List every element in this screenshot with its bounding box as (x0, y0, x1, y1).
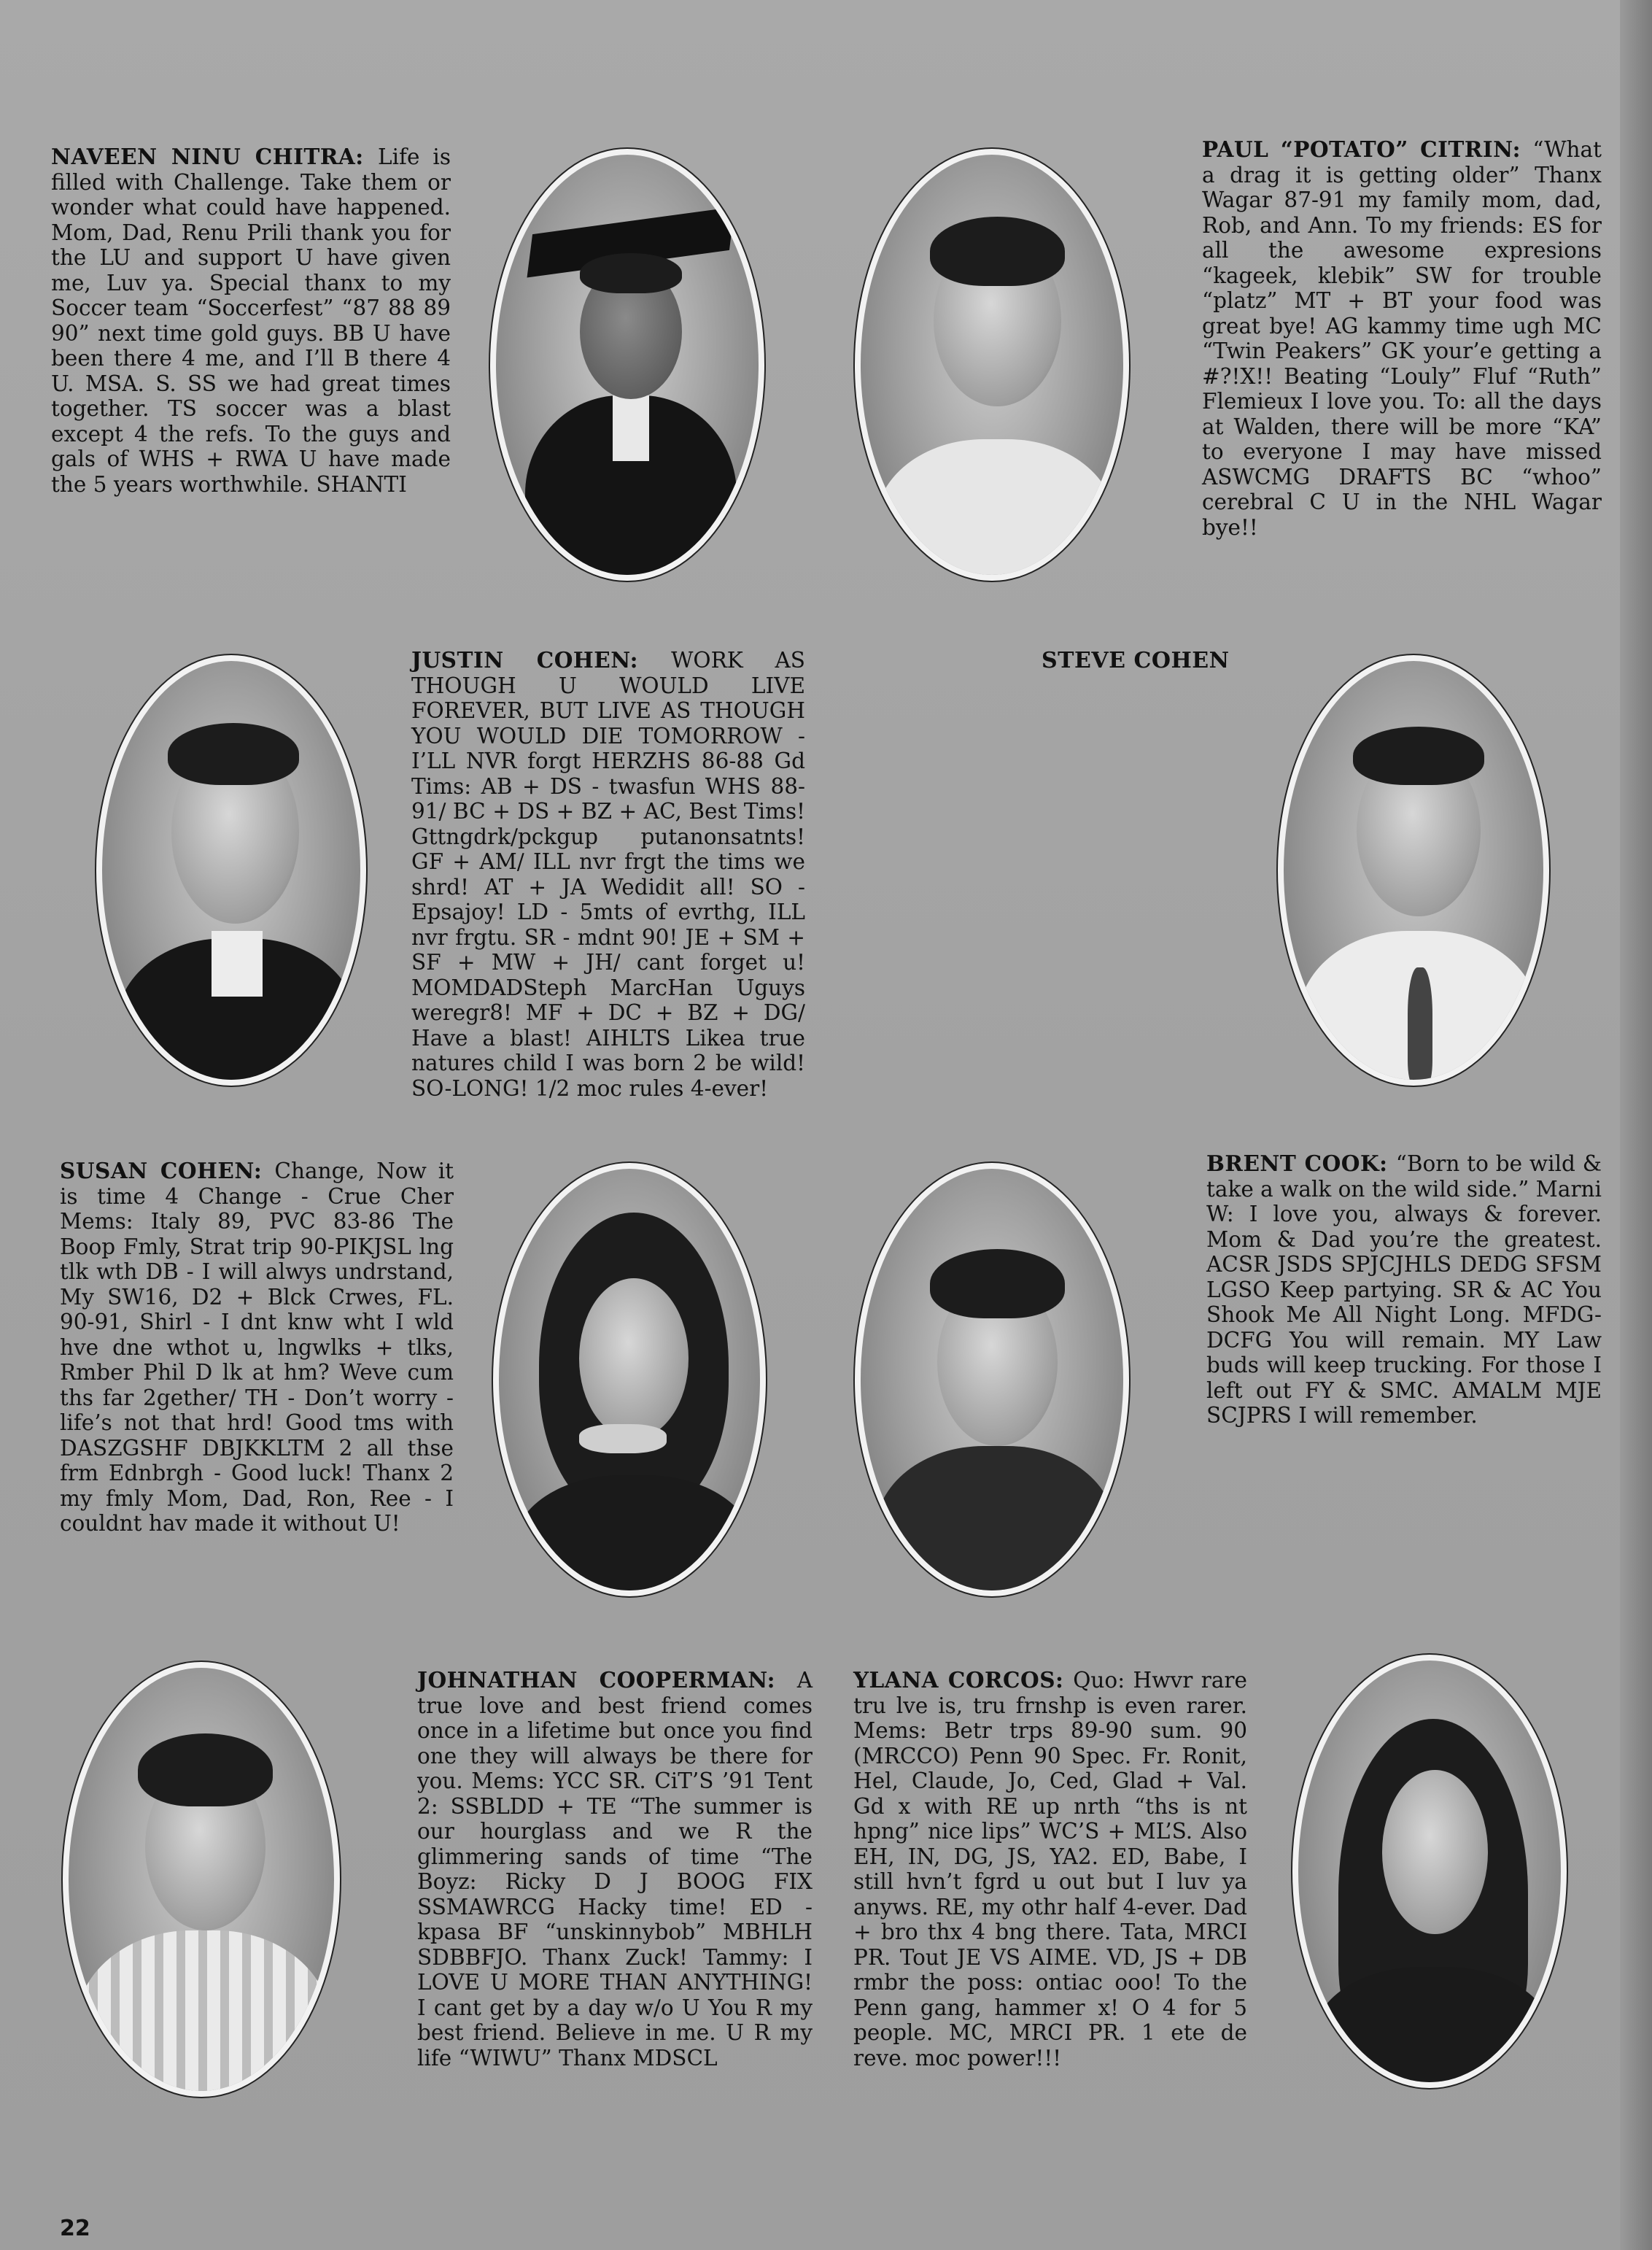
portrait-corcos (1292, 1655, 1567, 2088)
student-name-cook: BRENT COOK: (1206, 1151, 1396, 1176)
student-name-j-cohen: JUSTIN COHEN: (411, 647, 672, 673)
student-name-susan: SUSAN COHEN: (60, 1158, 275, 1183)
page-number: 22 (60, 2216, 90, 2241)
student-name-chitra: NAVEEN NINU CHITRA: (51, 144, 379, 169)
bio-citrin (1202, 137, 1602, 540)
student-text-corcos: Quo: Hwvr rare tru lve is, tru frnshp is even rarer. Mems: Betr trps 89-90 sum. 90 (MRCCO) Penn 90 Spec. Fr. Ronit, Hel, Claude, Jo, Ced, Glad + Val. Gd x with RE up nrth “ths is nt hpng” nice lips” WC’S + ML’S. Also EH, IN, DG, JS, YA2. ED, Babe, I still hvn’t fgrd u out but I luv ya anyws. RE, my othr half 4-ever. Dad + bro thx 4 bng there. Tata, MRCI PR. Tout JE VS AIME. VD, JS + DB rmbr the poss: ontiac ooo! To the Penn gang, hammer x! O 4 for 5 people. MC, MRCI PR. 1 ete de reve. moc power!!! (853, 1668, 1247, 2071)
student-text-j-cohen: WORK AS THOUGH U WOULD LIVE FOREVER, BUT LIVE AS THOUGH YOU WOULD DIE TOMORROW -I’LL NVR forgt HERZHS 86-88 Gd Tims: AB + DS - twasfun WHS 88-91/ BC + DS + BZ + AC, Best Tims! Gttngdrk/pckgup putanonsatnts! GF + AM/ ILL nvr frgt the tims we shrd! AT + JA Wedidit all! SO - Epsajoy! LD - 5mts of evrthg, ILL nvr frgtu. SR - mdnt 90! JE + SM + SF + MW + JH/ cant forget u! MOMDADSteph MarcHan Uguys weregr8! MF + DC + BZ + DG/ Have a blast! AIHLTS Likea true natures child I was born 2 be wild! SO-LONG! 1/2 moc rules 4-ever! (411, 648, 805, 1101)
student-text-susan: Change, Now it is time 4 Change - Crue Cher Mems: Italy 89, PVC 83-86 The Boop Fmly, Strat trip 90-PIKJSL lng tlk wth DB - I will alwys undrstand, My SW16, D2 + Blck Crwes, FL. 90-91, Shirl - I dnt knw wht I wld hve dne wthot u, lngwlks + tlks, Rmber Phil D lk at hm? Weve cum ths far 2gether/ TH - Don’t worry - life’s not that hrd! Good tms with DASZGSHF DBJKKLTM 2 all thse frm Ednbrgh - Good luck! Thanx 2 my fmly Mom, Dad, Ron, Ree - I couldnt hav made it without U! (60, 1159, 454, 1536)
bio-corcos (853, 1668, 1247, 2071)
bio-cooperman (417, 1668, 813, 2071)
page-edge-shadow (1620, 0, 1652, 2250)
bio-chitra (51, 144, 451, 497)
portrait-susan (493, 1163, 766, 1596)
student-text-chitra: Life is filled with Challenge. Take them or wonder what could have happened. Mom, Dad, Renu Prili thank you for the LU and support U have given me, Luv ya. Special thanx to my Soccer team “Soccerfest” “87 88 89 90” next time gold guys. BB U have been there 4 me, and I’ll B there 4 U. MSA. S. SS we had great times together. TS soccer was a blast except 4 the refs. To the guys and gals of WHS + RWA U have made the 5 years worthwhile. SHANTI (51, 144, 451, 497)
student-text-cooperman: A true love and best friend comes once in a lifetime but once you find one they will always be there for you. Mems: YCC SR. CiT’S ’91 Tent 2: SSBLDD + TE “The summer is our hourglass and we R the glimmering sands of time “The Boyz: Ricky D J BOOG FIX SSMAWRCG Hacky time! ED - kpasa BF “unskinnybob” MBHLH SDBBFJO. Thanx Zuck! Tammy: I LOVE U MORE THAN ANYTHING! I cant get by a day w/o U You R my best friend. Believe in me. U R my life “WIWU” Thanx MDSCL (417, 1668, 813, 2071)
student-name-cooperman: JOHNATHAN COOPERMAN: (417, 1667, 797, 1693)
portrait-cooperman (63, 1662, 340, 2097)
bio-susan (60, 1159, 454, 1536)
student-text-cook: “Born to be wild & take a walk on the wild side.” Marni W: I love you, always & forever. Mom & Dad you’re the greatest. ACSR JSDS SPJCJHLS DEDG SFSM LGSO Keep partying. SR & AC You Shook Me All Night Long. MFDG-DCFG You will remain. MY Law buds will keep trucking. For those I left out FY & SMC. AMALM MJE SCJPRS I will remember. (1206, 1151, 1602, 1428)
portrait-citrin (855, 149, 1129, 581)
portrait-chitra (490, 149, 764, 581)
student-text-citrin: “What a drag it is getting older” Thanx Wagar 87-91 my family mom, dad, Rob, and Ann. To my friends: ES for all the awesome expresions “kageek, klebik” SW for trouble “platz” MT + BT your food was great bye! AG kammy time ugh MC “Twin Peakers” GK your’e getting a #?!X!! Beating “Louly” Fluf “Ruth” Flemieux I love you. To: all the days at Walden, there will be more “KA” to everyone I may have missed ASWCMG DRAFTS BC “whoo” cerebral C U in the NHL Wagar bye!! (1202, 137, 1602, 540)
portrait-j-cohen (96, 655, 366, 1086)
portrait-s-cohen (1278, 655, 1549, 1086)
bio-cook (1206, 1151, 1602, 1429)
student-name-s-cohen: STEVE COHEN (1042, 648, 1230, 673)
student-name-corcos: YLANA CORCOS: (853, 1667, 1074, 1693)
portrait-cook (855, 1163, 1129, 1596)
student-name-citrin: PAUL “POTATO” CITRIN: (1202, 136, 1533, 162)
bio-j-cohen (411, 648, 805, 1101)
